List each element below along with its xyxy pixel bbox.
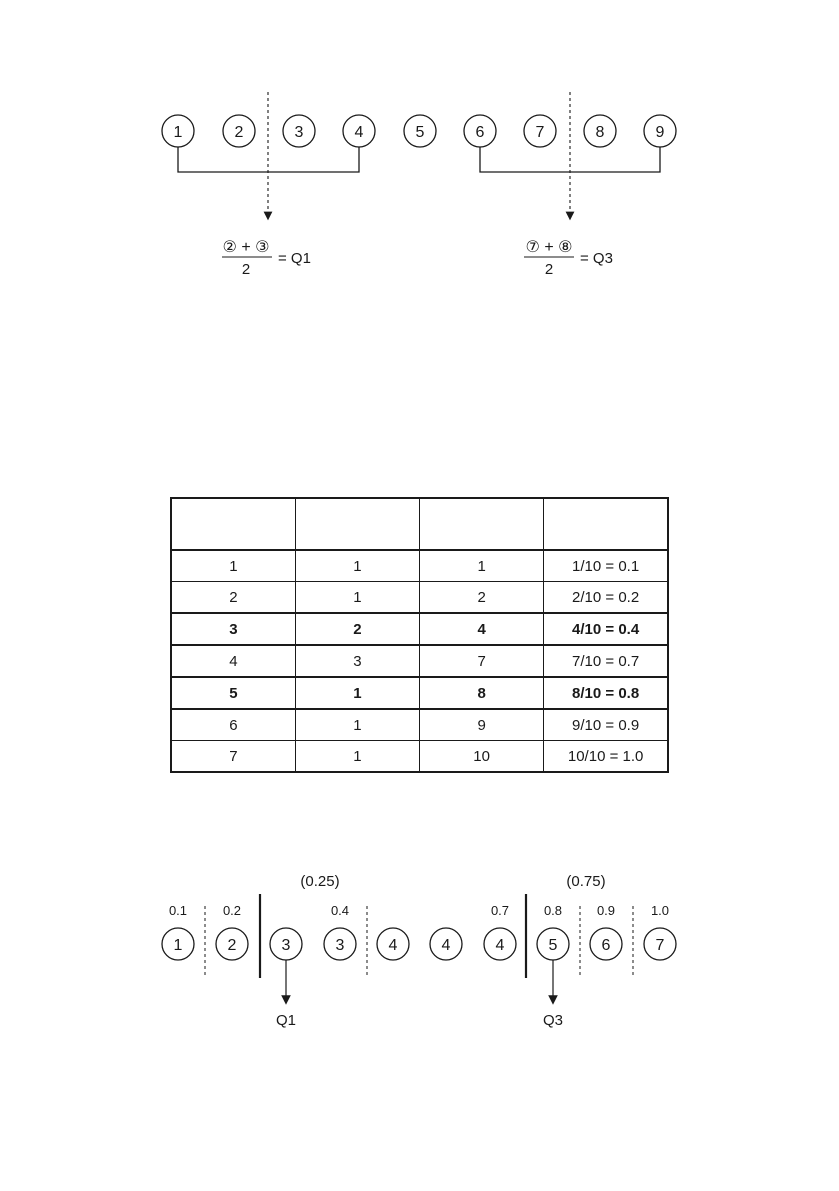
table-cell: 10 <box>420 741 544 773</box>
table-row <box>171 709 668 741</box>
table-cell: 4 <box>171 645 295 677</box>
bottom-circle-label: 3 <box>281 937 291 954</box>
table-cell: 5 <box>171 677 295 709</box>
table-header-row <box>171 498 668 550</box>
top-circle <box>343 115 375 147</box>
bottom-circle-label: 4 <box>441 937 451 954</box>
bottom-circle-label: 4 <box>388 937 398 954</box>
table-row <box>171 582 668 614</box>
table-header-cell <box>544 498 668 550</box>
table-cell: 1 <box>295 709 419 741</box>
bottom-circle <box>430 928 462 960</box>
bottom-circle <box>484 928 516 960</box>
q3-percentile-marker: (0.75) <box>566 873 606 890</box>
q1-formula-numerator: ② + ③ <box>222 239 270 256</box>
table-cell: 7/10 = 0.7 <box>544 645 668 677</box>
top-circle-label: 1 <box>173 124 183 141</box>
table-row <box>171 741 668 773</box>
bottom-circle <box>216 928 248 960</box>
bottom-circle <box>377 928 409 960</box>
table-header-cell <box>295 498 419 550</box>
top-circle <box>223 115 255 147</box>
fraction-label: 0.8 <box>543 903 563 918</box>
top-circle-label: 9 <box>655 124 665 141</box>
table-cell: 1 <box>295 677 419 709</box>
bottom-circle-label: 7 <box>655 937 665 954</box>
top-circle-label: 5 <box>415 124 425 141</box>
bottom-circle <box>270 928 302 960</box>
table-cell: 9 <box>420 709 544 741</box>
q3-label: Q3 <box>542 1012 564 1029</box>
table-cell: 8 <box>420 677 544 709</box>
table-header-cell <box>420 498 544 550</box>
table-row <box>171 550 668 582</box>
q3-formula-result: = Q3 <box>580 250 613 267</box>
table-header-cell <box>171 498 295 550</box>
top-circle-label: 4 <box>354 124 364 141</box>
table-row-highlighted <box>171 677 668 709</box>
table-row <box>171 645 668 677</box>
table-cell: 10/10 = 1.0 <box>544 741 668 773</box>
bottom-circle <box>590 928 622 960</box>
frequency-table <box>170 497 669 773</box>
fraction-label: 0.4 <box>330 903 350 918</box>
bottom-circle <box>644 928 676 960</box>
table-cell: 3 <box>171 613 295 645</box>
table-cell: 4/10 = 0.4 <box>544 613 668 645</box>
table-cell: 2 <box>420 582 544 614</box>
top-circle <box>524 115 556 147</box>
table-cell: 2 <box>171 582 295 614</box>
table-cell: 1 <box>420 550 544 582</box>
bottom-circle-label: 2 <box>227 937 237 954</box>
bottom-circle-label: 6 <box>601 937 611 954</box>
bottom-circle-label: 3 <box>335 937 345 954</box>
top-circle <box>584 115 616 147</box>
top-circle-label: 2 <box>234 124 244 141</box>
table-cell: 9/10 = 0.9 <box>544 709 668 741</box>
top-circle <box>283 115 315 147</box>
table-cell: 1 <box>295 550 419 582</box>
fraction-label: 0.9 <box>596 903 616 918</box>
bottom-circle <box>162 928 194 960</box>
q1-formula-result: = Q1 <box>278 250 311 267</box>
table-cell: 4 <box>420 613 544 645</box>
table-cell: 1 <box>171 550 295 582</box>
cumulative-quartile-diagram <box>0 860 839 1060</box>
top-circle <box>162 115 194 147</box>
q1-label: Q1 <box>275 1012 297 1029</box>
bottom-circle-label: 1 <box>173 937 183 954</box>
q1-percentile-marker: (0.25) <box>300 873 340 890</box>
table-cell: 1 <box>295 582 419 614</box>
table-cell: 1 <box>295 741 419 773</box>
table-cell: 7 <box>420 645 544 677</box>
table-cell: 7 <box>171 741 295 773</box>
table-cell: 6 <box>171 709 295 741</box>
top-circle <box>464 115 496 147</box>
table-cell: 3 <box>295 645 419 677</box>
bottom-circle-label: 5 <box>548 937 558 954</box>
q3-formula-numerator: ⑦ + ⑧ <box>525 239 573 256</box>
table-cell: 1/10 = 0.1 <box>544 550 668 582</box>
fraction-label: 0.2 <box>222 903 242 918</box>
top-circle <box>404 115 436 147</box>
table-cell: 8/10 = 0.8 <box>544 677 668 709</box>
top-circle-label: 7 <box>535 124 545 141</box>
fraction-label: 0.7 <box>490 903 510 918</box>
quartile-split-diagram <box>0 0 839 300</box>
fraction-label: 0.1 <box>168 903 188 918</box>
top-circle <box>644 115 676 147</box>
q1-formula-denominator: 2 <box>241 261 251 278</box>
bottom-circle <box>537 928 569 960</box>
top-circle-label: 3 <box>294 124 304 141</box>
top-circle-label: 6 <box>475 124 485 141</box>
fraction-label: 1.0 <box>650 903 670 918</box>
top-circle-label: 8 <box>595 124 605 141</box>
table-cell: 2 <box>295 613 419 645</box>
bottom-circle <box>324 928 356 960</box>
table-cell: 2/10 = 0.2 <box>544 582 668 614</box>
bottom-circle-label: 4 <box>495 937 505 954</box>
table-row-highlighted <box>171 613 668 645</box>
q3-formula-denominator: 2 <box>544 261 554 278</box>
